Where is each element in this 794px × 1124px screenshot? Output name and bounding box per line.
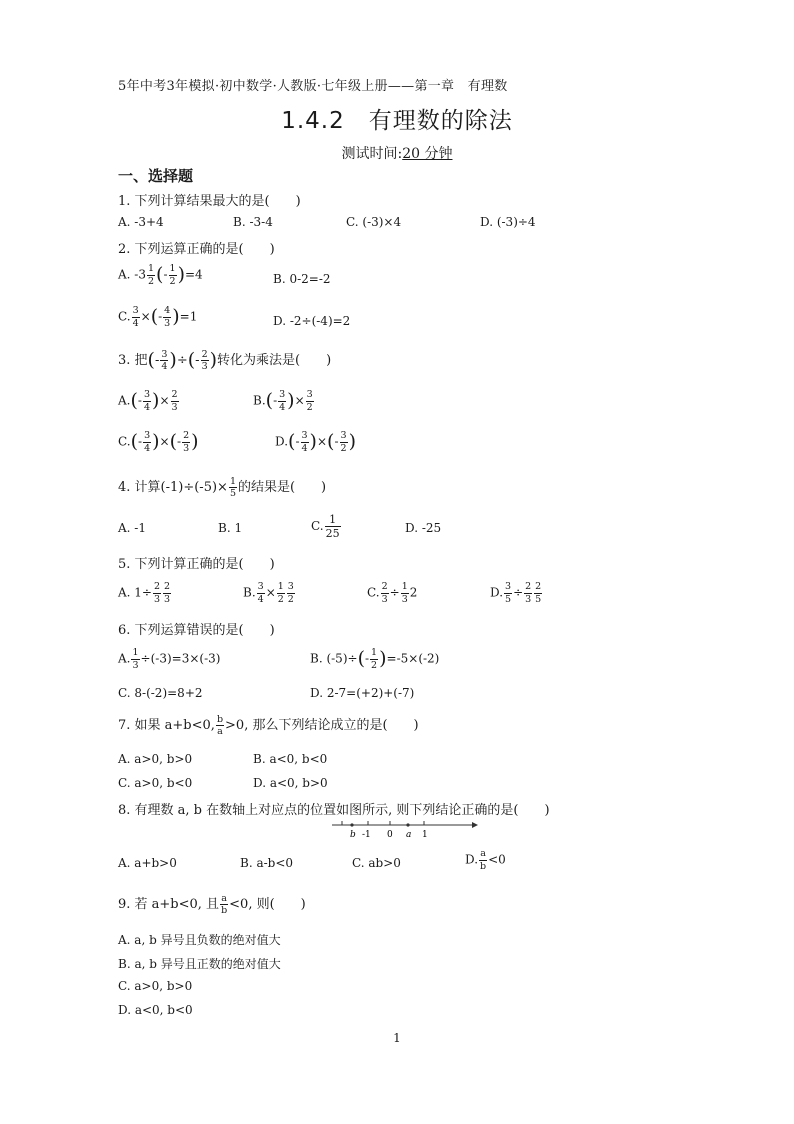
- axis-label-0: 0: [387, 830, 393, 840]
- page-number: 1: [393, 1031, 401, 1045]
- q4-option-b: B. 1: [218, 521, 243, 535]
- question-2-stem: 2. 下列运算正确的是( ): [118, 242, 275, 257]
- q4-option-a: A. -1: [118, 521, 146, 535]
- q2-option-b: B. 0-2=-2: [273, 272, 331, 286]
- q9-option-b: B. a, b 异号且正数的绝对值大: [118, 957, 281, 971]
- q4-option-c: C. $\frac{1}{25}$: [311, 513, 340, 540]
- question-3-stem: 3. 把(- $\frac{3}{4}$ )÷(- $\frac{2}{3}$ )转化为乘法是( ): [118, 348, 332, 372]
- axis-label-a: a: [406, 830, 412, 840]
- section-heading: 一、选择题: [118, 167, 194, 185]
- q9-option-a: A. a, b 异号且负数的绝对值大: [118, 933, 281, 947]
- q5-option-a: A. 1÷ $\frac{2}{3}$ $\frac{2}{3}$: [118, 581, 171, 605]
- q8-option-c: C. ab>0: [352, 856, 401, 870]
- q5-option-d: D. $\frac{3}{5}$ ÷ $\frac{2}{3}$ $\frac{2}{5}$: [490, 581, 542, 605]
- test-time-value: 20 分钟: [402, 146, 453, 162]
- question-9-stem: 9. 若 a+b<0, 且 $\frac{a}{b}$ <0, 则( ): [118, 892, 306, 916]
- q7-option-d: D. a<0, b>0: [253, 776, 328, 790]
- q9-option-c: C. a>0, b>0: [118, 979, 193, 993]
- q8-option-a: A. a+b>0: [118, 856, 177, 870]
- q5-option-c: C. $\frac{2}{3}$ ÷ $\frac{1}{3}$ 2: [367, 581, 418, 605]
- q6-option-a: A. $\frac{1}{3}$ ÷(-3)=3×(-3): [118, 647, 221, 671]
- q2-option-d: D. -2÷(-4)=2: [273, 314, 351, 328]
- q2-option-a: A. -3 $\frac{1}{2}$ (- $\frac{1}{2}$ )=4: [118, 263, 203, 287]
- q2-option-c: C. $\frac{3}{4}$ ×(- $\frac{4}{3}$ )=1: [118, 305, 198, 329]
- q3-option-a: A.(- $\frac{3}{4}$ )× $\frac{2}{3}$: [118, 389, 178, 413]
- q1-option-c: C. (-3)×4: [346, 215, 402, 229]
- running-header: 5年中考3年模拟·初中数学·人教版·七年级上册——第一章 有理数: [118, 79, 508, 94]
- question-6-stem: 6. 下列运算错误的是( ): [118, 623, 275, 638]
- q6-option-d: D. 2-7=(+2)+(-7): [310, 686, 415, 700]
- number-line-point-b: [350, 823, 353, 826]
- q6-option-b: B. (-5)÷(- $\frac{1}{2}$ )=-5×(-2): [310, 647, 440, 671]
- q3-option-c: C.(- $\frac{3}{4}$ )×(- $\frac{2}{3}$ ): [118, 430, 199, 454]
- q3-option-d: D.(- $\frac{3}{4}$ )×(- $\frac{3}{2}$ ): [275, 430, 356, 454]
- q3-option-b: B.(- $\frac{3}{4}$ )× $\frac{3}{2}$: [253, 389, 313, 413]
- test-time: [0, 143, 794, 163]
- axis-label-1: 1: [422, 830, 428, 840]
- question-1-stem: 1. 下列计算结果最大的是( ): [118, 194, 301, 209]
- q7-option-a: A. a>0, b>0: [118, 752, 193, 766]
- axis-label-b: b: [350, 830, 356, 840]
- q8-option-b: B. a-b<0: [240, 856, 294, 870]
- q5-option-b: B. $\frac{3}{4}$ × $\frac{1}{2}$ $\frac{3}{2}$: [243, 581, 294, 605]
- q8-option-d: D. $\frac{a}{b}$ <0: [465, 848, 506, 872]
- question-7-stem: 7. 如果 a+b<0, $\frac{b}{a}$ >0, 那么下列结论成立的是( ): [118, 713, 419, 737]
- q4-option-d: D. -25: [405, 521, 442, 535]
- q7-option-b: B. a<0, b<0: [253, 752, 328, 766]
- question-8-stem: 8. 有理数 a, b 在数轴上对应点的位置如图所示, 则下列结论正确的是( ): [118, 803, 550, 818]
- q1-option-a: A. -3+4: [118, 215, 164, 229]
- number-line-figure: [330, 817, 480, 841]
- q9-option-d: D. a<0, b<0: [118, 1003, 193, 1017]
- number-line-point-a: [406, 823, 409, 826]
- question-5-stem: 5. 下列计算正确的是( ): [118, 557, 275, 572]
- q1-option-b: B. -3-4: [233, 215, 273, 229]
- q1-option-d: D. (-3)÷4: [480, 215, 536, 229]
- test-time-label: 测试时间:: [341, 146, 403, 162]
- number-line-arrow: [472, 822, 478, 828]
- q6-option-c: C. 8-(-2)=8+2: [118, 686, 203, 700]
- page-title: 1.4.2 有理数的除法: [281, 108, 513, 134]
- q7-option-c: C. a>0, b<0: [118, 776, 193, 790]
- question-4-stem: 4. 计算(-1)÷(-5)× $\frac{1}{5}$ 的结果是( ): [118, 475, 327, 499]
- axis-label-neg1: -1: [362, 830, 371, 840]
